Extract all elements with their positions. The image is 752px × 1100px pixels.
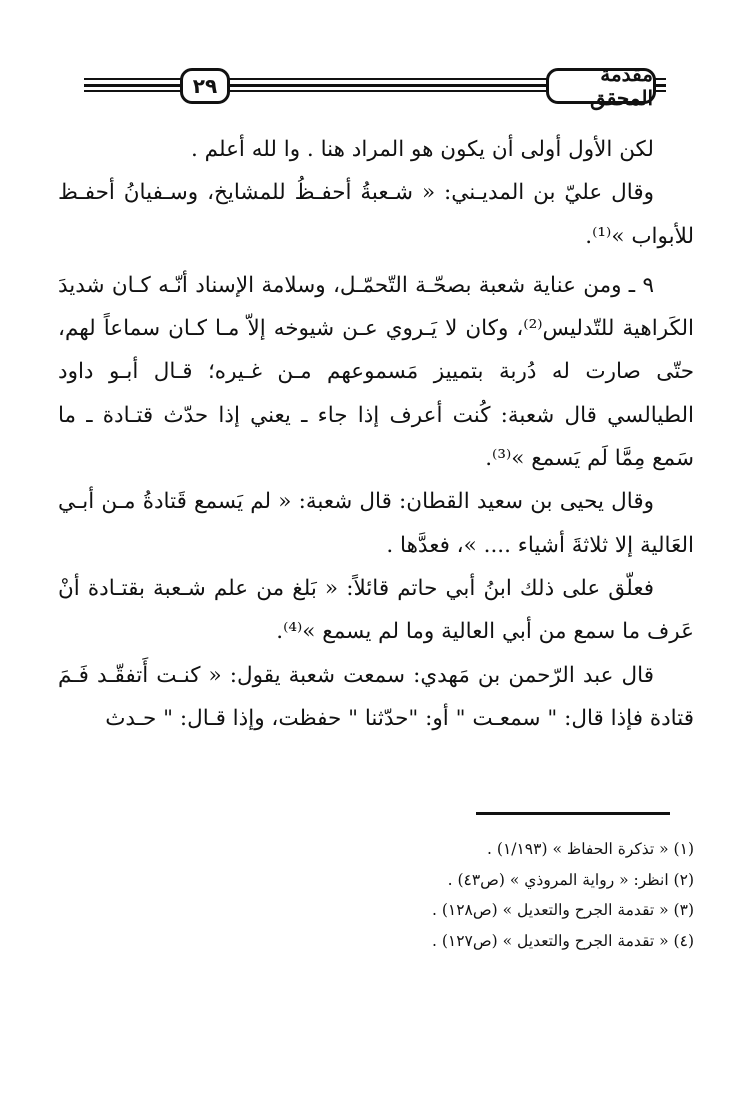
page-header — [84, 64, 666, 114]
paragraph-1: لكن الأول أولى أن يكون هو المراد هنا . وا لله أعلم . — [190, 137, 654, 162]
footnote-3: (٣) « تقدمة الجرح والتعديل » (ص١٢٨) . — [432, 901, 694, 919]
paragraph-6: قال عبد الرّحمن بن مَهدي: سمعت شعبة يقول: « كنـت أَتفقّـد فَـمَ قتادة فإذا قال: " سمعـت " أو: "حدّثنا " حفظت، وإذا قـال: " حـدث — [58, 662, 694, 731]
main-text — [58, 128, 694, 740]
running-title: مقدمة المحقق — [546, 68, 656, 104]
page-number: ٢٩ — [180, 68, 230, 104]
paragraph-2: وقال عليّ بن المديـني: « شـعبةُ أحفـظُ للمشايخ، وسـفيانُ أحفـظ للأبواب »⁽¹⁾. — [58, 180, 694, 249]
paragraph-3: ٩ ـ ومن عناية شعبة بصحّـة التّحمّـل، وسلامة الإسناد أنّـه كـان شديدَ الكَراهية للتّدليس⁽²⁾، وكان لا يَـروي عـن شيوخه إلاّ مـا كـان سماعاً لهم، حتّى صارت له دُربة بتمييز مَسموعهم مـن غـيره؛ قـال أبـو داود الطيالسي قال شعبة: كُنت أعرف إذا جاء ـ يعني إذا حدّث قتـادة ـ ما سَمع مِمَّا لَم يَسمع »⁽³⁾. — [58, 272, 694, 472]
footnotes — [54, 834, 694, 956]
paragraph-5: فعلّق على ذلك ابنُ أبي حاتم قائلاً: « بَلغ من علم شـعبة بقتـادة أنْ عَرف ما سمع من أبي العالية وما لم يسمع »⁽⁴⁾. — [58, 575, 694, 645]
footnote-4: (٤) « تقدمة الجرح والتعديل » (ص١٢٧) . — [432, 931, 694, 950]
footnote-2: (٢) انظر: « رواية المروذي » (ص٤٣) . — [447, 870, 694, 889]
footnote-1: (١) « تذكرة الحفاظ » (١/١٩٣) . — [487, 840, 694, 858]
footnote-separator — [476, 812, 670, 815]
paragraph-4: وقال يحيى بن سعيد القطان: قال شعبة: « لم يَسمع قَتادةُ مـن أبـي العَالية إلا ثلاثةَ أشياء .... »، فعدَّها . — [58, 489, 694, 558]
